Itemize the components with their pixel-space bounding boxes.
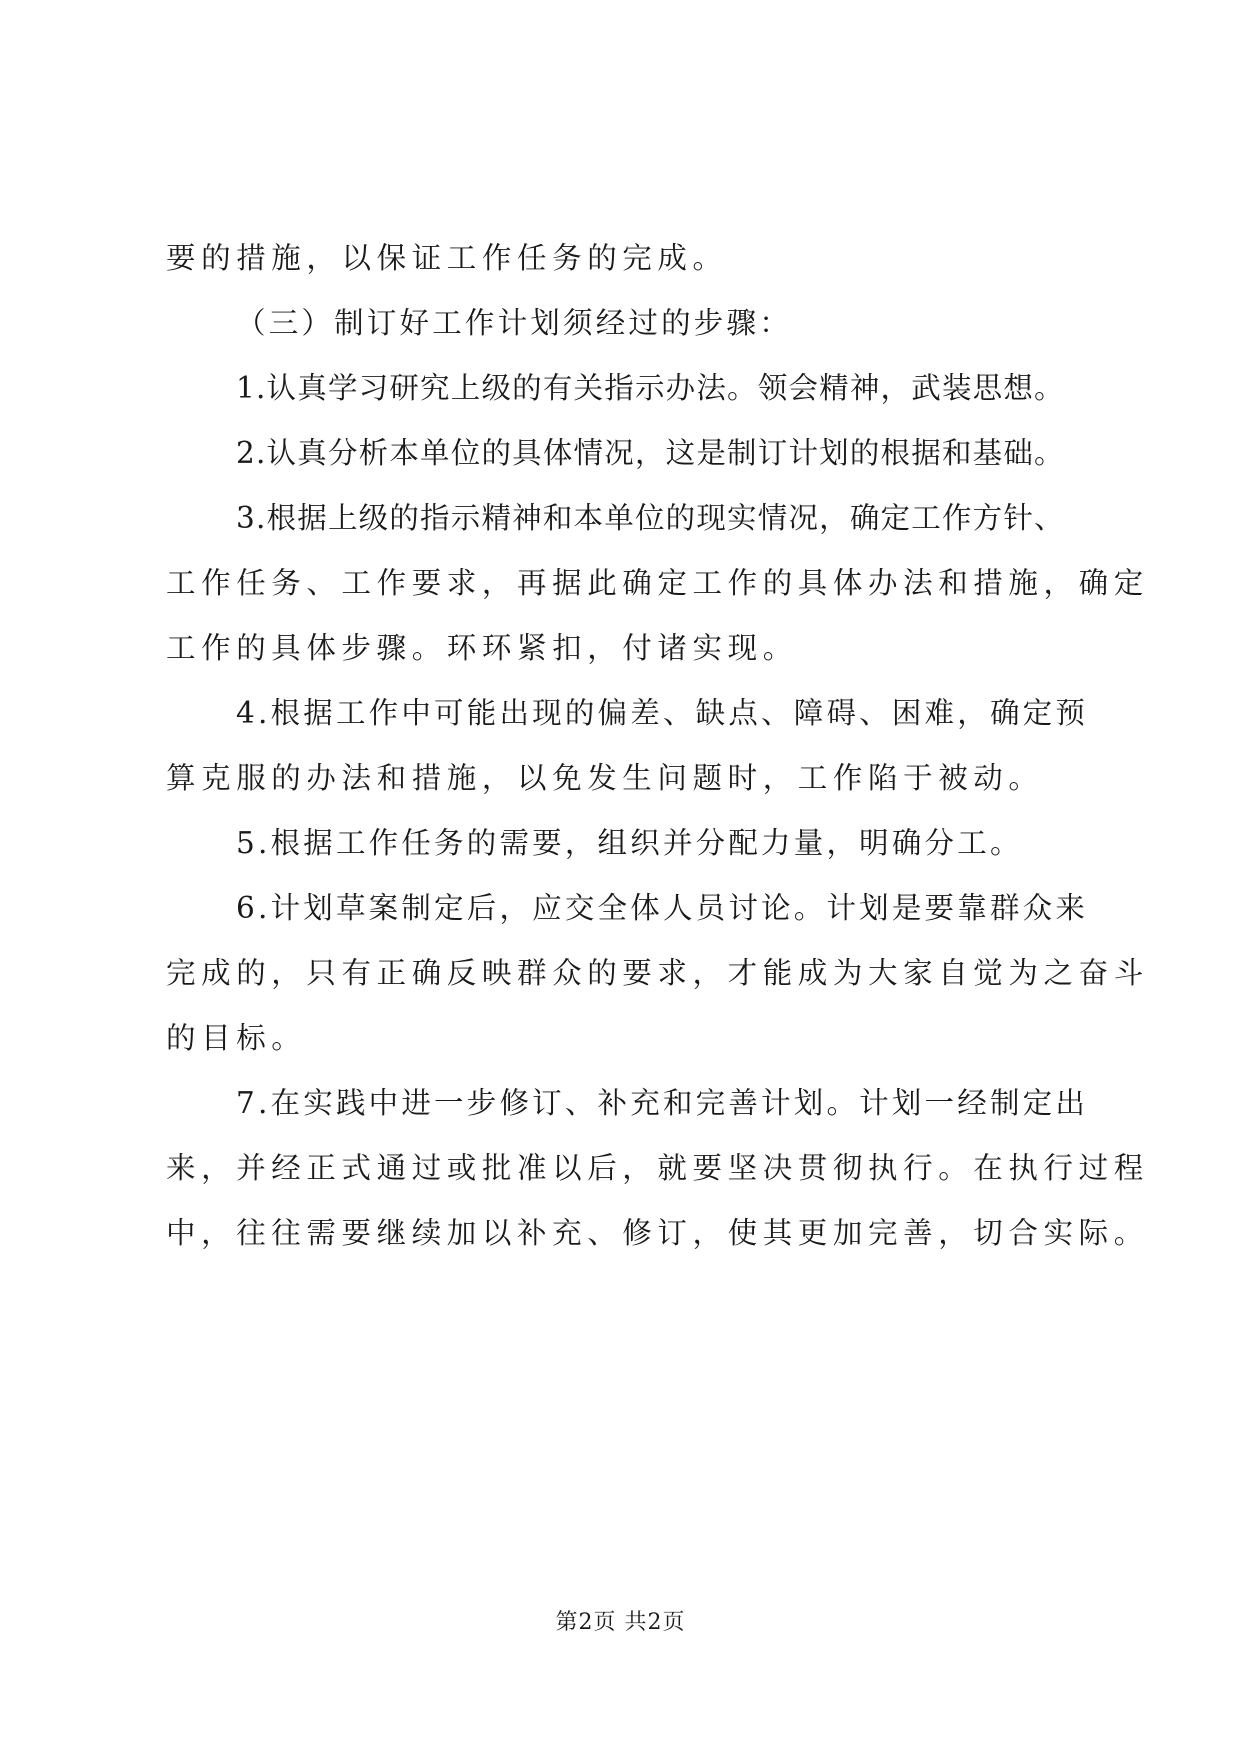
step-4-line-2: 算克服的办法和措施，以免发生问题时，工作陷于被动。: [166, 761, 1044, 795]
step-6-line-1: 6.计划草案制定后，应交全体人员讨论。计划是要靠群众来: [236, 891, 1089, 925]
step-3-line-2: 工作任务、工作要求，再据此确定工作的具体办法和措施，确定: [166, 566, 1149, 600]
step-7-line-3: 中，往往需要继续加以补充、修订，使其更加完善，切合实际。: [166, 1216, 1149, 1250]
step-2-line: 2.认真分析本单位的具体情况，这是制订计划的根据和基础。: [236, 436, 1065, 470]
step-6-line-3: 的目标。: [166, 1021, 307, 1055]
body-text: [166, 226, 1149, 1266]
step-3-line-3: 工作的具体步骤。环环紧扣，付诸实现。: [166, 631, 798, 665]
step-4-line-1: 4.根据工作中可能出现的偏差、缺点、障碍、困难，确定预: [236, 696, 1089, 730]
step-5-line: 5.根据工作任务的需要，组织并分配力量，明确分工。: [236, 826, 1023, 860]
step-3-line-1: 3.根据上级的指示精神和本单位的现实情况，确定工作方针、: [236, 501, 1065, 535]
page-number-footer: 第2页 共2页: [555, 1610, 686, 1635]
step-6-line-2: 完成的，只有正确反映群众的要求，才能成为大家自觉为之奋斗: [166, 956, 1149, 990]
step-7-line-2: 来，并经正式通过或批准以后，就要坚决贯彻执行。在执行过程: [166, 1151, 1149, 1185]
section-heading: （三）制订好工作计划须经过的步骤：: [236, 306, 792, 340]
step-7-line-1: 7.在实践中进一步修订、补充和完善计划。计划一经制定出: [236, 1086, 1089, 1120]
paragraph-line: 要的措施，以保证工作任务的完成。: [166, 241, 728, 275]
step-1-line: 1.认真学习研究上级的有关指示办法。领会精神，武装思想。: [236, 371, 1065, 405]
